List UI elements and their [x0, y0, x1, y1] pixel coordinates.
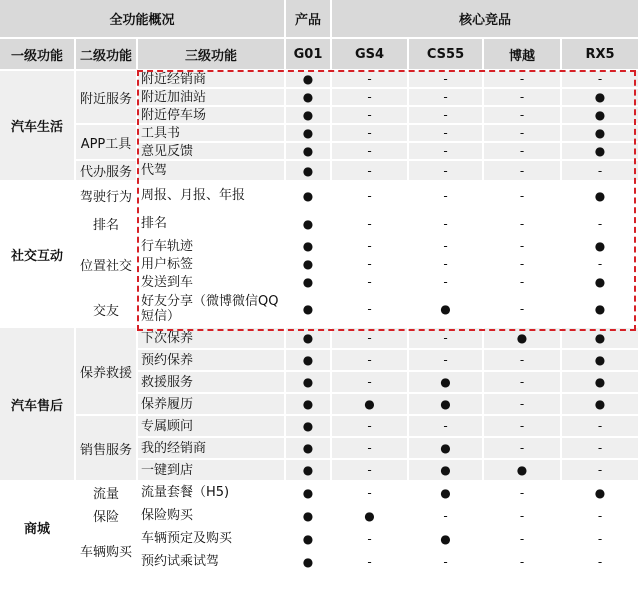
level2-cell: APP工具 — [75, 124, 137, 160]
level3-cell: 车辆预定及购买 — [137, 527, 285, 550]
mark-g01: ● — [285, 481, 331, 504]
level1-cell: 汽车生活 — [0, 70, 75, 181]
mark-rx5: - — [561, 160, 638, 181]
mark-g01: ● — [285, 415, 331, 437]
mark-boyue: - — [483, 371, 561, 393]
mark-g01: ● — [285, 142, 331, 160]
mark-boyue: - — [483, 393, 561, 415]
mark-gs4: - — [331, 550, 408, 572]
mark-rx5: ● — [561, 124, 638, 142]
mark-cs55: - — [408, 70, 483, 88]
mark-cs55: - — [408, 124, 483, 142]
mark-gs4: - — [331, 481, 408, 504]
mark-g01: ● — [285, 70, 331, 88]
mark-g01: ● — [285, 437, 331, 459]
mark-g01: ● — [285, 88, 331, 106]
mark-boyue: - — [483, 255, 561, 273]
level3-cell: 一键到店 — [137, 459, 285, 481]
mark-gs4: - — [331, 371, 408, 393]
level3-cell: 保险购买 — [137, 504, 285, 527]
level3-cell: 行车轨迹 — [137, 237, 285, 255]
mark-boyue: - — [483, 70, 561, 88]
level3-cell: 下次保养 — [137, 327, 285, 349]
level3-cell: 预约保养 — [137, 349, 285, 371]
mark-g01: ● — [285, 393, 331, 415]
header-product: 产品 — [285, 0, 331, 38]
mark-rx5: ● — [561, 237, 638, 255]
mark-cs55: - — [408, 273, 483, 291]
mark-boyue: - — [483, 106, 561, 124]
mark-rx5: - — [561, 210, 638, 237]
mark-boyue: - — [483, 124, 561, 142]
mark-g01: ● — [285, 237, 331, 255]
mark-g01: ● — [285, 255, 331, 273]
mark-rx5: ● — [561, 393, 638, 415]
mark-g01: ● — [285, 106, 331, 124]
level3-cell: 救援服务 — [137, 371, 285, 393]
mark-rx5: ● — [561, 106, 638, 124]
mark-boyue: - — [483, 550, 561, 572]
level2-cell: 保养救援 — [75, 327, 137, 415]
header-car-boyue: 博越 — [483, 38, 561, 70]
mark-cs55: - — [408, 160, 483, 181]
level3-cell: 附近停车场 — [137, 106, 285, 124]
mark-cs55: - — [408, 327, 483, 349]
table-row — [0, 291, 638, 327]
mark-boyue: ● — [483, 459, 561, 481]
mark-gs4: - — [331, 181, 408, 210]
header-competitors: 核心竞品 — [331, 0, 638, 38]
level2-cell: 保险 — [75, 504, 137, 527]
mark-rx5: ● — [561, 273, 638, 291]
mark-g01: ● — [285, 527, 331, 550]
mark-boyue: - — [483, 160, 561, 181]
mark-gs4: ● — [331, 393, 408, 415]
mark-cs55: - — [408, 255, 483, 273]
mark-boyue: - — [483, 142, 561, 160]
mark-rx5: - — [561, 437, 638, 459]
mark-gs4: - — [331, 88, 408, 106]
level1-cell: 汽车售后 — [0, 327, 75, 481]
table-row — [0, 70, 638, 88]
level2-cell: 销售服务 — [75, 415, 137, 481]
mark-gs4: - — [331, 459, 408, 481]
mark-gs4: - — [331, 210, 408, 237]
level3-cell: 流量套餐（H5) — [137, 481, 285, 504]
mark-cs55: ● — [408, 393, 483, 415]
header-car-g01: G01 — [285, 38, 331, 70]
mark-gs4: - — [331, 255, 408, 273]
level2-cell: 交友 — [75, 291, 137, 327]
mark-rx5: - — [561, 504, 638, 527]
mark-rx5: - — [561, 255, 638, 273]
level3-cell: 意见反馈 — [137, 142, 285, 160]
mark-rx5: - — [561, 527, 638, 550]
mark-boyue: - — [483, 88, 561, 106]
mark-g01: ● — [285, 160, 331, 181]
mark-g01: ● — [285, 210, 331, 237]
level3-cell: 好友分享（微博微信QQ短信） — [137, 291, 285, 327]
level2-cell: 驾驶行为 — [75, 181, 137, 210]
mark-cs55: ● — [408, 527, 483, 550]
mark-cs55: - — [408, 504, 483, 527]
mark-cs55: - — [408, 550, 483, 572]
table-row — [0, 527, 638, 550]
header-level1: 一级功能 — [0, 38, 75, 70]
level2-cell: 位置社交 — [75, 237, 137, 291]
mark-boyue: - — [483, 527, 561, 550]
level3-cell: 我的经销商 — [137, 437, 285, 459]
mark-rx5: - — [561, 415, 638, 437]
mark-rx5: ● — [561, 371, 638, 393]
mark-cs55: ● — [408, 459, 483, 481]
mark-gs4: - — [331, 327, 408, 349]
level2-cell: 附近服务 — [75, 70, 137, 124]
mark-g01: ● — [285, 459, 331, 481]
table-row — [0, 481, 638, 504]
level2-cell: 流量 — [75, 481, 137, 504]
level2-cell: 排名 — [75, 210, 137, 237]
header-level2: 二级功能 — [75, 38, 137, 70]
mark-rx5: - — [561, 459, 638, 481]
level3-cell: 附近加油站 — [137, 88, 285, 106]
mark-gs4: - — [331, 273, 408, 291]
mark-g01: ● — [285, 327, 331, 349]
level3-cell: 保养履历 — [137, 393, 285, 415]
mark-gs4: - — [331, 237, 408, 255]
mark-rx5: ● — [561, 349, 638, 371]
mark-rx5: ● — [561, 181, 638, 210]
table-row — [0, 504, 638, 527]
table-row — [0, 124, 638, 142]
mark-boyue: - — [483, 291, 561, 327]
level2-cell: 代办服务 — [75, 160, 137, 181]
mark-rx5: ● — [561, 142, 638, 160]
mark-boyue: - — [483, 481, 561, 504]
mark-g01: ● — [285, 291, 331, 327]
level3-cell: 附近经销商 — [137, 70, 285, 88]
mark-cs55: - — [408, 88, 483, 106]
mark-gs4: - — [331, 291, 408, 327]
mark-cs55: - — [408, 210, 483, 237]
level3-cell: 发送到车 — [137, 273, 285, 291]
level3-cell: 专属顾问 — [137, 415, 285, 437]
level1-cell: 社交互动 — [0, 181, 75, 327]
level3-cell: 排名 — [137, 210, 285, 237]
mark-cs55: ● — [408, 481, 483, 504]
level3-cell: 预约试乘试驾 — [137, 550, 285, 572]
mark-g01: ● — [285, 181, 331, 210]
mark-boyue: - — [483, 181, 561, 210]
mark-boyue: - — [483, 273, 561, 291]
mark-cs55: - — [408, 181, 483, 210]
mark-rx5: ● — [561, 327, 638, 349]
level1-cell: 商城 — [0, 481, 75, 572]
mark-gs4: - — [331, 437, 408, 459]
mark-g01: ● — [285, 504, 331, 527]
mark-cs55: ● — [408, 291, 483, 327]
mark-gs4: - — [331, 527, 408, 550]
mark-gs4: ● — [331, 504, 408, 527]
mark-cs55: - — [408, 349, 483, 371]
level3-cell: 用户标签 — [137, 255, 285, 273]
mark-boyue: - — [483, 415, 561, 437]
mark-gs4: - — [331, 70, 408, 88]
table-row — [0, 415, 638, 437]
mark-gs4: - — [331, 142, 408, 160]
mark-cs55: - — [408, 142, 483, 160]
level2-cell: 车辆购买 — [75, 527, 137, 572]
mark-boyue: - — [483, 349, 561, 371]
table-row — [0, 210, 638, 237]
mark-gs4: - — [331, 124, 408, 142]
level3-cell: 周报、月报、年报 — [137, 181, 285, 210]
mark-rx5: ● — [561, 88, 638, 106]
mark-cs55: ● — [408, 437, 483, 459]
mark-gs4: - — [331, 160, 408, 181]
mark-boyue: - — [483, 504, 561, 527]
mark-cs55: - — [408, 415, 483, 437]
mark-rx5: ● — [561, 291, 638, 327]
table-row — [0, 237, 638, 255]
mark-boyue: - — [483, 437, 561, 459]
mark-g01: ● — [285, 371, 331, 393]
table-row — [0, 181, 638, 210]
mark-boyue: - — [483, 237, 561, 255]
header-car-gs4: GS4 — [331, 38, 408, 70]
mark-cs55: ● — [408, 371, 483, 393]
level3-cell: 代驾 — [137, 160, 285, 181]
header-car-cs55: CS55 — [408, 38, 483, 70]
table-row — [0, 327, 638, 349]
mark-rx5: ● — [561, 481, 638, 504]
level3-cell: 工具书 — [137, 124, 285, 142]
mark-gs4: - — [331, 415, 408, 437]
mark-gs4: - — [331, 106, 408, 124]
mark-cs55: - — [408, 106, 483, 124]
header-overview: 全功能概况 — [0, 0, 285, 38]
header-car-rx5: RX5 — [561, 38, 638, 70]
mark-rx5: - — [561, 550, 638, 572]
mark-g01: ● — [285, 273, 331, 291]
mark-g01: ● — [285, 349, 331, 371]
mark-gs4: - — [331, 349, 408, 371]
mark-boyue: ● — [483, 327, 561, 349]
table-row — [0, 160, 638, 181]
mark-rx5: - — [561, 70, 638, 88]
mark-g01: ● — [285, 550, 331, 572]
mark-boyue: - — [483, 210, 561, 237]
mark-g01: ● — [285, 124, 331, 142]
header-level3: 三级功能 — [137, 38, 285, 70]
mark-cs55: - — [408, 237, 483, 255]
